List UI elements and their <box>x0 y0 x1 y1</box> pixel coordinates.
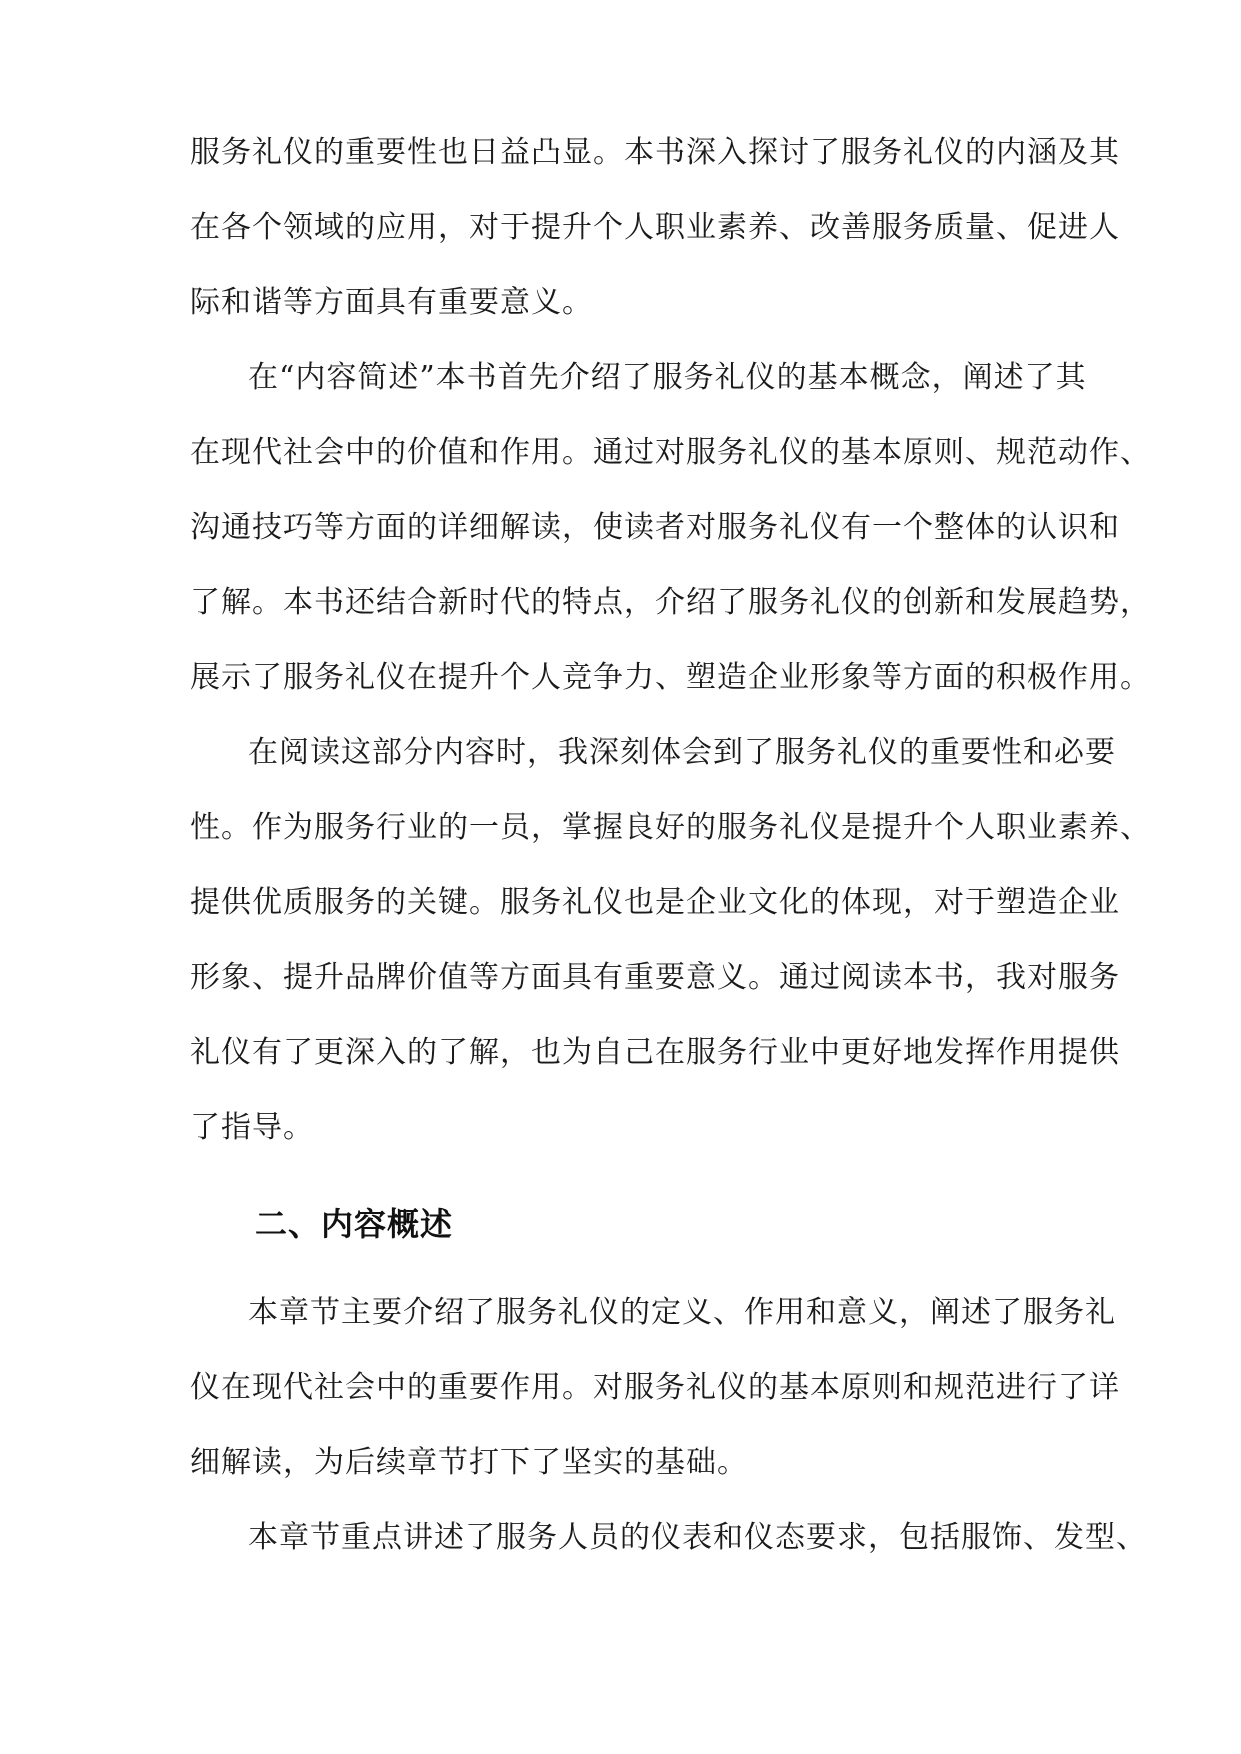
text-line: 性。作为服务行业的一员，掌握良好的服务礼仪是提升个人职业素养、 <box>190 810 1151 845</box>
section-heading: 二、内容概述 <box>255 1205 454 1243</box>
text-line: 在现代社会中的价值和作用。通过对服务礼仪的基本原则、规范动作、 <box>190 435 1151 470</box>
text-line: 在各个领域的应用，对于提升个人职业素养、改善服务质量、促进人 <box>190 210 1120 245</box>
text-line: 提供优质服务的关键。服务礼仪也是企业文化的体现，对于塑造企业 <box>190 885 1120 920</box>
text-line: 礼仪有了更深入的了解，也为自己在服务行业中更好地发挥作用提供 <box>190 1035 1120 1070</box>
text-line: 在“内容简述”本书首先介绍了服务礼仪的基本概念，阐述了其 <box>248 360 1087 395</box>
text-line: 细解读，为后续章节打下了坚实的基础。 <box>190 1445 748 1480</box>
text-line: 本章节主要介绍了服务礼仪的定义、作用和意义，阐述了服务礼 <box>248 1295 1116 1330</box>
text-line: 沟通技巧等方面的详细解读，使读者对服务礼仪有一个整体的认识和 <box>190 510 1120 545</box>
text-line: 服务礼仪的重要性也日益凸显。本书深入探讨了服务礼仪的内涵及其 <box>190 135 1120 170</box>
text-line: 本章节重点讲述了服务人员的仪表和仪态要求，包括服饰、发型、 <box>248 1520 1147 1555</box>
text-line: 展示了服务礼仪在提升个人竞争力、塑造企业形象等方面的积极作用。 <box>190 660 1151 695</box>
text-line: 了解。本书还结合新时代的特点，介绍了服务礼仪的创新和发展趋势， <box>190 585 1151 620</box>
text-line: 在阅读这部分内容时，我深刻体会到了服务礼仪的重要性和必要 <box>248 735 1116 770</box>
text-line: 仪在现代社会中的重要作用。对服务礼仪的基本原则和规范进行了详 <box>190 1370 1120 1405</box>
text-line: 了指导。 <box>190 1110 314 1145</box>
text-line: 形象、提升品牌价值等方面具有重要意义。通过阅读本书，我对服务 <box>190 960 1120 995</box>
text-line: 际和谐等方面具有重要意义。 <box>190 285 593 320</box>
